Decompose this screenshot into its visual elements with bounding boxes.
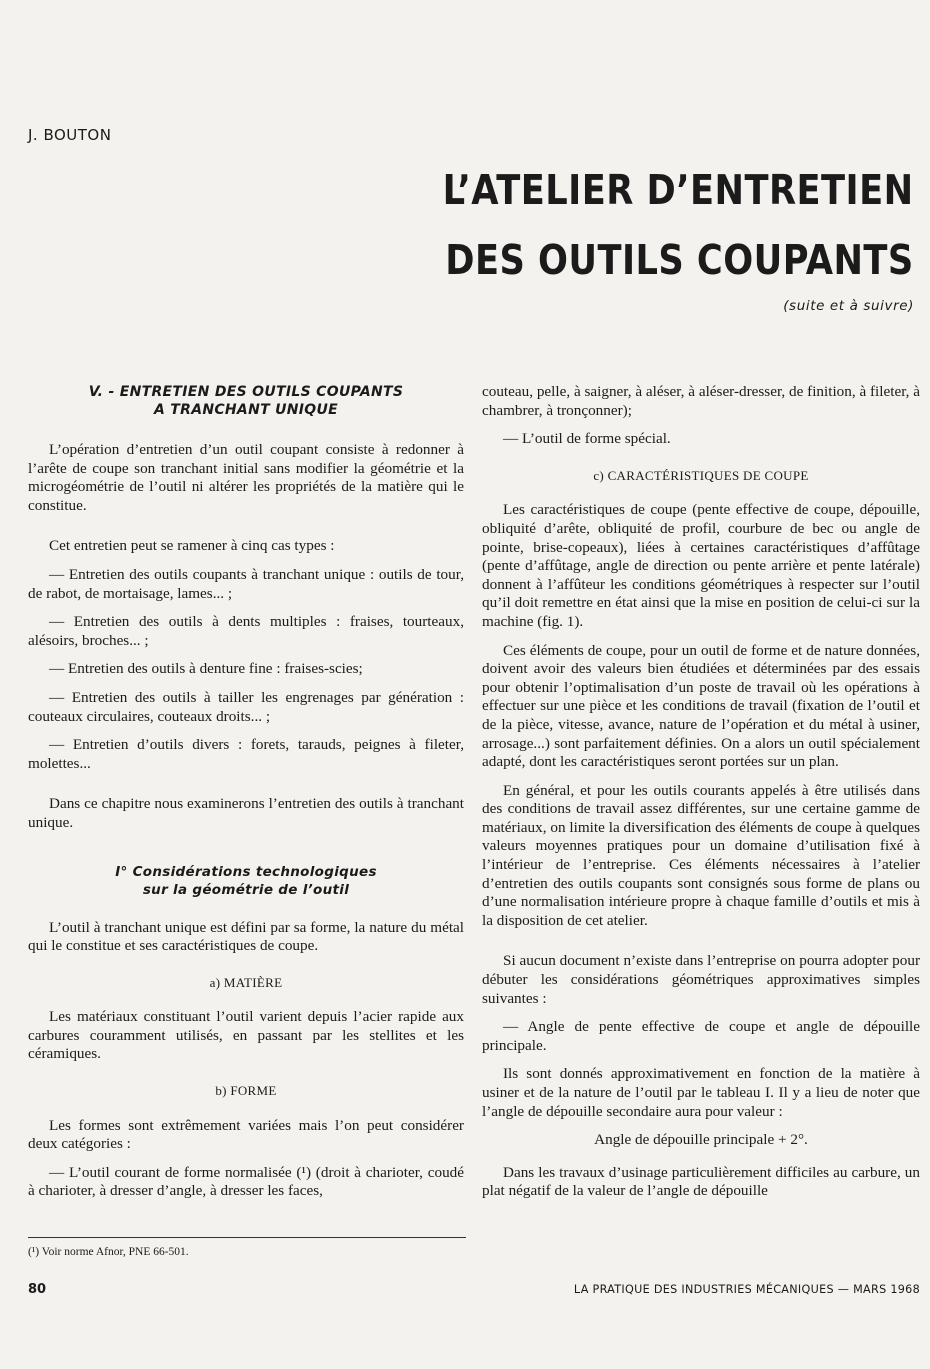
list-item: — Entretien d’outils divers : forets, tarauds, peignes à fileter, molettes... xyxy=(28,736,464,772)
footnote: (¹) Voir norme Afnor, PNE 66-501. xyxy=(28,1246,189,1258)
subsection-heading-line-2: sur la géométrie de l’outil xyxy=(142,881,350,898)
article-title-line-2: DES OUTILS COUPANTS xyxy=(445,236,914,284)
paragraph: Cet entretien peut se ramener à cinq cas types : xyxy=(49,537,335,555)
article-subtitle: (suite et à suivre) xyxy=(783,298,914,314)
paragraph: couteau, pelle, à saigner, à aléser, à aléser-dresser, de finition, à fileter, à chambrer, à tronçonner); xyxy=(482,383,920,419)
left-column xyxy=(28,383,464,1211)
author-name: J. BOUTON xyxy=(28,126,112,144)
page-number: 80 xyxy=(28,1282,47,1297)
heading-forme: b) FORME xyxy=(215,1083,277,1099)
journal-running-footer: LA PRATIQUE DES INDUSTRIES MÉCANIQUES — MARS 1968 xyxy=(573,1283,920,1296)
article-title-line-1: L’ATELIER D’ENTRETIEN xyxy=(443,166,914,214)
section-heading-line-2: A TRANCHANT UNIQUE xyxy=(153,402,339,418)
paragraph: Les matériaux constituant l’outil varient depuis l’acier rapide aux carbures couramment utilisés, en passant par les stellites et les céramiques. xyxy=(28,1008,464,1063)
section-heading xyxy=(28,383,464,419)
paragraph: Si aucun document n’existe dans l’entreprise on pourra adopter pour débuter les considérations géométriques approximatives simples suivantes : xyxy=(482,952,920,1007)
list-item: — L’outil courant de forme normalisée (¹) (droit à charioter, coudé à charioter, à dresser d’angle, à dresser les faces, xyxy=(28,1163,464,1200)
heading-matiere: a) MATIÈRE xyxy=(209,974,283,990)
formula: Angle de dépouille principale + 2°. xyxy=(594,1131,808,1149)
list-item: — L’outil de forme spécial. xyxy=(503,430,671,448)
list-item: — Entretien des outils à denture fine : fraises-scies; xyxy=(49,660,363,678)
heading-caracteristiques: c) CARACTÉRISTIQUES DE COUPE xyxy=(593,467,809,483)
paragraph: Les caractéristiques de coupe (pente effective de coupe, dépouille, obliquité d’arête, obliquité de profil, courbure de bec ou angle de pointe, brise-copeaux), liées à certaines caractéristiques d’affûtage (pente d’affûtage, angle de direction ou pente arrière et pente latérale) donnent à l’affûteur les conditions géométriques à respecter sur l’outil qu’il doit remettre en état ainsi que la mise en position de celui-ci sur la machine (fig. 1). xyxy=(482,501,920,630)
paragraph: Ils sont donnés approximativement en fonction de la matière à usiner et de la nature de l’outil par le tableau I. Il y a lieu de noter que l’angle de dépouille secondaire aura pour valeur : xyxy=(482,1065,920,1120)
right-column xyxy=(482,383,920,1211)
paragraph: L’opération d’entretien d’un outil coupant consiste à redonner à l’arête de coupe son tranchant initial sans modifier la géométrie et la microgéométrie de l’outil ni altérer les propriétés de la matière qui le constitue. xyxy=(28,441,464,514)
list-item: — Entretien des outils coupants à tranchant unique : outils de tour, de rabot, de mortaisage, lames... ; xyxy=(28,565,464,602)
paragraph: L’outil à tranchant unique est défini par sa forme, la nature du métal qui le constitue et ses caractéristiques de coupe. xyxy=(28,918,464,955)
paragraph: Dans ce chapitre nous examinerons l’entretien des outils à tranchant unique. xyxy=(28,795,464,831)
paragraph: Ces éléments de coupe, pour un outil de forme et de nature données, doivent avoir des valeurs bien étudiées et déterminées par des essais pour obtenir l’optimalisation d’un poste de travail où les opérations à effectuer sur une pièce et les conditions de travail (fixation de l’outil et de la pièce, vitesse, avance, nature de l’opération et du métal à usiner, arrosage...) sont parfaitement définies. On a alors un outil spécialement adapté, dont les caractéristiques seront portées sur un plan. xyxy=(482,641,920,771)
list-item: — Angle de pente effective de coupe et angle de dépouille principale. xyxy=(482,1018,920,1054)
paragraph: En général, et pour les outils courants appelés à être utilisés dans des conditions de travail assez différentes, sur une certaine gamme de matériaux, on limite la diversification des éléments de coupe à quelques valeurs moyennes pratiques pour un domaine d’utilisation fixé à l’intérieur de l’entreprise. Ces éléments nécessaires à l’atelier d’entretien des outils coupants sont consignés sous forme de plans ou d’une normalisation intérieure propre à chaque famille d’outils et mis à la disposition de cet atelier. xyxy=(482,781,920,929)
section-heading-line-1: V. - ENTRETIEN DES OUTILS COUPANTS xyxy=(88,384,404,400)
paragraph: Les formes sont extrêmement variées mais l’on peut considérer deux catégories : xyxy=(28,1116,464,1153)
paragraph: Dans les travaux d’usinage particulièrement difficiles au carbure, un plat négatif de la valeur de l’angle de dépouille xyxy=(482,1163,920,1200)
subsection-heading-line-1: I° Considérations technologiques xyxy=(115,863,377,880)
footnote-rule xyxy=(28,1237,466,1238)
list-item: — Entretien des outils à tailler les engrenages par génération : couteaux circulaires, couteaux droits... ; xyxy=(28,688,464,725)
list-item: — Entretien des outils à dents multiples : fraises, tourteaux, alésoirs, broches... ; xyxy=(28,613,464,649)
subsection-heading xyxy=(28,863,464,899)
